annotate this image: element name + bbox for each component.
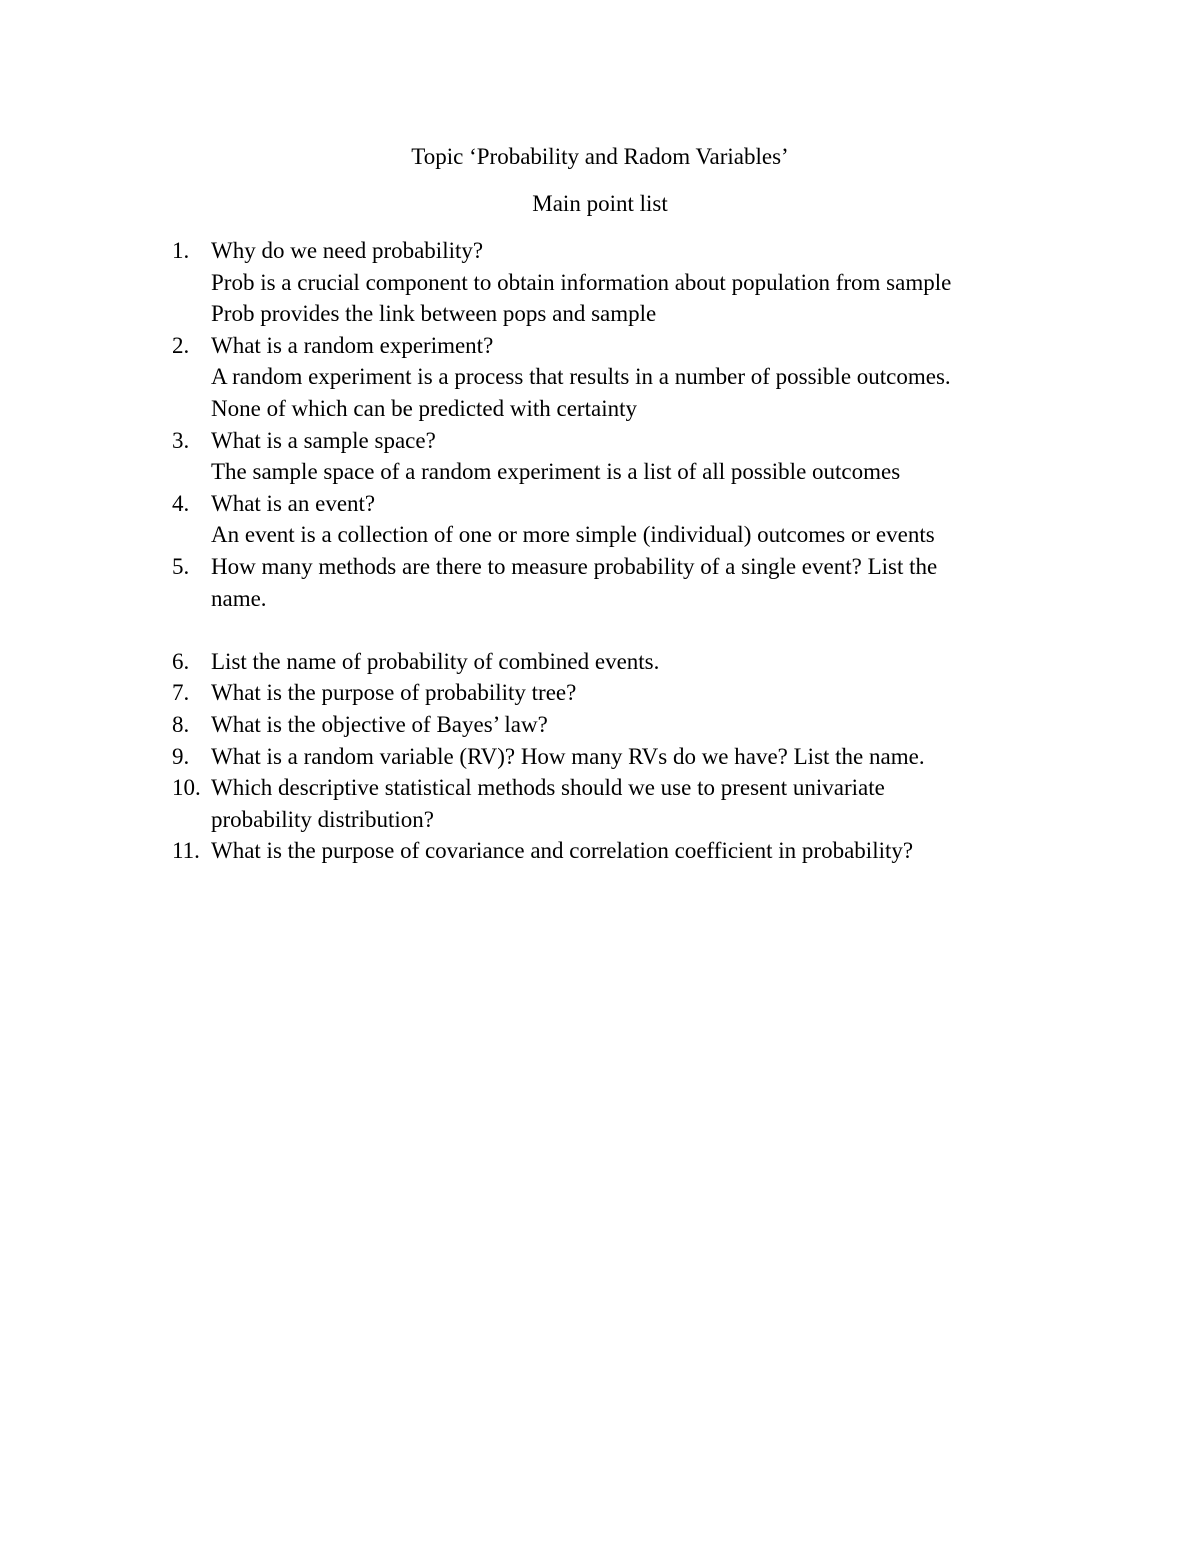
item-question: What is the purpose of covariance and correlation coefficient in probability?	[211, 838, 914, 864]
list-item-9	[0, 741, 1200, 773]
item-question-continued: name.	[211, 585, 267, 611]
list-item-5	[0, 551, 1200, 614]
item-number: 5.	[172, 553, 190, 579]
item-question: What is the purpose of probability tree?	[211, 680, 577, 706]
item-number: 8.	[172, 711, 190, 737]
item-answer-line: None of which can be predicted with certainty	[211, 395, 637, 421]
item-number: 4.	[172, 490, 190, 516]
item-number: 6.	[172, 648, 190, 674]
item-question: Why do we need probability?	[211, 238, 484, 263]
item-question: List the name of probability of combined events.	[211, 648, 660, 674]
item-question: Which descriptive statistical methods should we use to present univariate	[211, 775, 885, 801]
item-answer-line: Prob is a crucial component to obtain information about population from sample	[211, 269, 952, 295]
item-number: 9.	[172, 743, 190, 769]
list-item-2	[0, 330, 1200, 425]
list-item-8	[0, 709, 1200, 741]
list-item-3	[0, 425, 1200, 488]
item-question: What is a random variable (RV)? How many RVs do we have? List the name.	[211, 743, 925, 769]
item-number: 11.	[172, 838, 200, 864]
item-question: What is the objective of Bayes’ law?	[211, 711, 548, 737]
item-question: How many methods are there to measure probability of a single event? List the	[211, 553, 938, 579]
item-answer-line: The sample space of a random experiment is a list of all possible outcomes	[211, 459, 901, 485]
item-number: 7.	[172, 680, 190, 706]
list-item-11	[0, 835, 1200, 867]
item-number: 1.	[172, 238, 190, 263]
list-item-10	[0, 772, 1200, 835]
item-answer-line: A random experiment is a process that results in a number of possible outcomes.	[211, 364, 951, 390]
item-question-continued: probability distribution?	[211, 806, 434, 832]
list-item-1	[0, 235, 1200, 330]
item-number: 2.	[172, 332, 190, 358]
list-item-6	[0, 646, 1200, 678]
item-question: What is an event?	[211, 490, 376, 516]
item-answer-line: An event is a collection of one or more simple (individual) outcomes or events	[211, 522, 935, 548]
list-item-7	[0, 677, 1200, 709]
item-question: What is a random experiment?	[211, 332, 494, 358]
document-subtitle: Main point list	[532, 191, 668, 216]
blank-line	[0, 614, 1200, 646]
item-answer-line: Prob provides the link between pops and sample	[211, 301, 657, 327]
list-item-4	[0, 488, 1200, 551]
item-question: What is a sample space?	[211, 427, 436, 453]
main-point-list	[0, 235, 1200, 867]
document-title: Topic ‘Probability and Radom Variables’	[411, 144, 789, 169]
item-number: 10.	[172, 775, 201, 801]
item-number: 3.	[172, 427, 190, 453]
